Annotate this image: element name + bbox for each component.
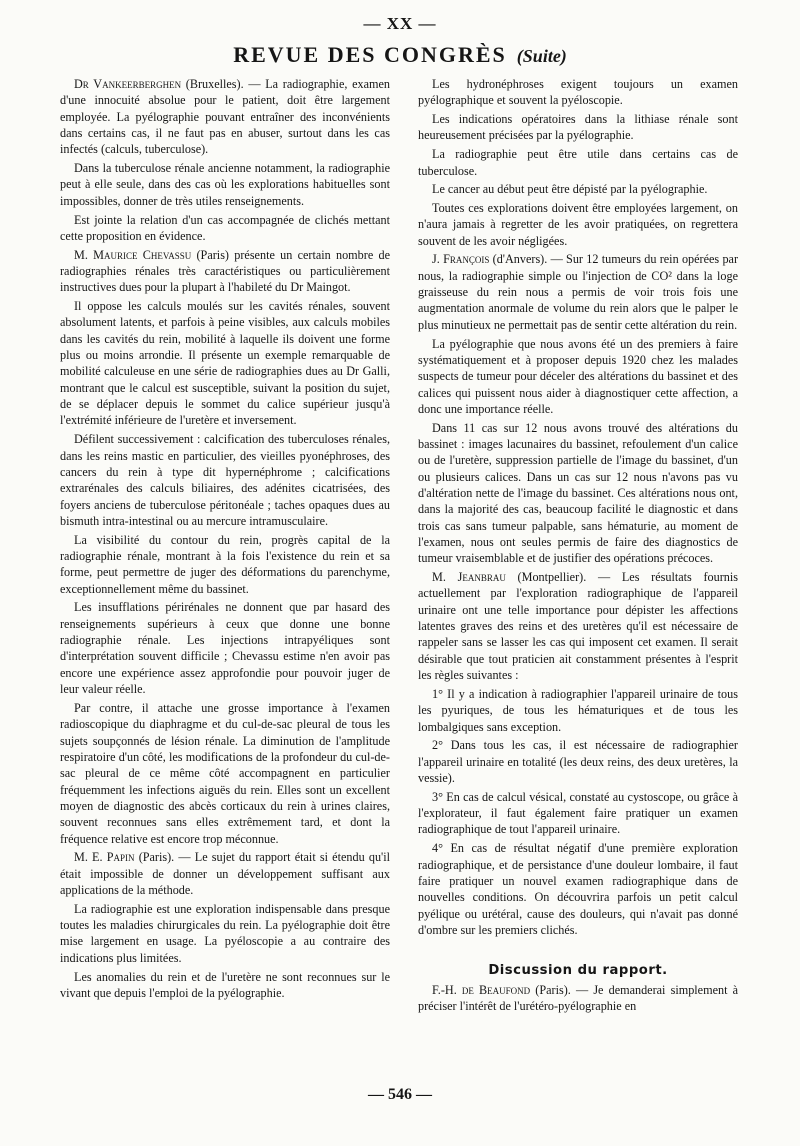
paragraph <box>418 569 738 683</box>
paragraph <box>60 247 390 296</box>
author-name: F.-H. de Beaufond <box>432 982 531 997</box>
section-heading: Discussion du rapport. <box>488 963 668 979</box>
paragraph: Les hydronéphroses exigent toujours un examen pyélographique et souvent la pyéloscopie. <box>418 77 738 108</box>
paragraph: 4° En cas de résultat négatif d'une première exploration radiographique, et de persistance d'une douleur lombaire, il faut faire pratiquer un nouvel examen radiographique dans de nouvelles conditions. On découvrira parfois un petit calcul pyélique ou urétéral, cause des douleurs, qui n'avait pas donné d'ombre sur les premiers clichés. <box>418 841 738 937</box>
paragraph: Les insufflations périrénales ne donnent que par hasard des renseignements supérieurs à ceux que donne une bonne radiographie rénale. Les injections intrapyéliques sont d'interprétation souvent difficile ; Chevassu estime n'en avoir pas encore une expérience assez approfondie pour pouvoir juger de leur valeur réelle. <box>60 600 390 697</box>
paragraph: La visibilité du contour du rein, progrès capital de la radiographie rénale, montrant à la fois l'existence du rein et sa forme, peut permettre de juger des déformations du parenchyme, exceptionnellement même du bassinet. <box>60 532 390 596</box>
page-title <box>0 42 800 68</box>
author-name: M. Jeanbrau <box>432 570 506 585</box>
page-number: — 546 — <box>368 1086 432 1103</box>
author-name: Dr Vankeerberghen <box>74 77 182 91</box>
paragraph: Il oppose les calculs moulés sur les cavités rénales, souvent absolument latents, et parfois à peine visibles, aux calculs mobiles dans les cavités du rein, mobilité à laquelle ils doivent une forme plus ou moins arrondie. Il présente un exemple remarquable de mobilité calculeuse en une série de radiographies dues au Dr Galli, montrant que le calcul est susceptible, suivant la position du sujet, de se déplacer depuis le sommet du calice supérieur jusqu'à l'extrémité inférieure de l'uretère et inversement. <box>60 299 390 428</box>
paragraph: Toutes ces explorations doivent être employées largement, on n'aura jamais à regretter de les avoir pratiquées, on regrettera souvent de les avoir négligées. <box>418 200 738 248</box>
running-page-number: — XX — <box>363 14 437 33</box>
paragraph: Dans la tuberculose rénale ancienne notamment, la radiographie peut à elle seule, dans des cas où les explorations habituelles sont impossibles, donner de très utiles renseignements. <box>60 161 390 208</box>
paragraph <box>418 982 738 1015</box>
paragraph <box>60 76 390 158</box>
paragraph-text: (d'Anvers). — Sur 12 tumeurs du rein opérées par nous, la radiographie simple ou l'injection de CO² dans la loge graisseuse du rein nous a permis de voir trois fois une augmentation anormale de volume du rein alors que le palper le plus minutieux ne permettait pas de sentir cette altération du rein. <box>418 252 738 332</box>
title-main: REVUE DES CONGRÈS <box>233 42 507 67</box>
author-name: M. Maurice Chevassu <box>74 247 192 262</box>
paragraph-text: (Paris). — Le sujet du rapport était si étendu qu'il était impossible de donner un développement suffisant aux applications de la méthode. <box>60 850 391 898</box>
paragraph <box>60 849 390 898</box>
paragraph: Le cancer au début peut être dépisté par la pyélographie. <box>432 182 708 197</box>
paragraph-text: (Montpellier). — Les résultats fournis actuellement par l'exploration radiographique de l'appareil urinaire ont une telle importance pour dépister les affections latentes graves des reins et des uretères qu'il est nécessaire de rappeler sans se lasser les cas qui imposent cet examen. Il serait désirable que tout praticien ait constamment présentes à l'esprit les règles suivantes : <box>418 570 738 683</box>
paragraph: 1° Il y a indication à radiographier l'appareil urinaire de tous les pyuriques, de tous les hématuriques et de tous les lombalgiques sans exception. <box>418 686 738 734</box>
paragraph-text: (Paris). — Je demanderai simplement à préciser l'intérêt de l'urétéro-pyélographie en <box>418 982 739 1014</box>
paragraph <box>418 251 738 333</box>
paragraph-text: (Paris) présente un certain nombre de radiographies rénales très caractéristiques ou particulièrement instructives dues pour la plupart à l'habileté du Dr Maingot. <box>60 247 390 295</box>
author-name: J. François <box>432 252 490 267</box>
paragraph: La pyélographie que nous avons été un des premiers à faire systématiquement et à proposer depuis 1920 chez les malades suspects de tumeur pour déceler des altérations du bassinet et des calices qui puissent nous aider à diagnostiquer cette affection, a donc une importance réelle. <box>418 336 738 416</box>
author-name: M. E. Papin <box>74 850 135 865</box>
paragraph: Par contre, il attache une grosse importance à l'examen radioscopique du diaphragme et du cul-de-sac pleural de tous les sujets soupçonnés de lésion rénale. La diminution de l'amplitude respiratoire d'un côté, les modifications de la profondeur du cul-de-sac pleural de ce même côté accompagnent en particulier fréquemment les infections aiguës du rein. Elles sont un excellent moyen de diagnostic des abcès corticaux du rein à urines claires, souvent reconnues sans elles extrêmement tard, et dont la fréquence relative est encore trop méconnue. <box>60 700 390 846</box>
title-suite: (Suite) <box>516 46 567 66</box>
paragraph: Est jointe la relation d'un cas accompagnée de clichés mettant cette proposition en évidence. <box>60 212 390 243</box>
paragraph: Défilent successivement : calcification des tuberculoses rénales, dans les reins mastic en particulier, des vieilles pyonéphroses, des cancers du rein à type dit hypernéphrome ; calcifications extrarénales des calculs biliaires, des adénites cicatrisées, des foyers anciens de tuberculose péritonéale ; taches opaques dues au bismuth intra-intestinal ou au mercure intramusculaire. <box>60 432 390 528</box>
paragraph: Dans 11 cas sur 12 nous avons trouvé des altérations du bassinet : images lacunaires du bassinet, refoulement d'un calice ou de l'uretère, suppression partielle de l'image du bassinet, d'un ou plusieurs calices. Dans un cas sur 12 nous n'avons pas vu d'altération nette de l'image du bassinet. Ces altérations nous ont, dans la majorité des cas, beaucoup facilité le diagnostic et dans trois cas sans tumeur palpable, sans hématurie, au moment de l'examen, nous ont seules permis de faire des diagnostics de tumeur vraisemblable et de justifier des opérations précoces. <box>418 420 738 566</box>
right-column <box>418 76 738 1017</box>
paragraph-text: (Bruxelles). — La radiographie, examen d'une innocuité absolue pour le patient, doit être largement employée. La pyélographie pouvant entraîner des inconvénients dans certains cas, il ne faut pas en abuser, surtout dans les cas infectés (calculs, tuberculose). <box>60 77 390 157</box>
paragraph: Les anomalies du rein et de l'uretère ne sont reconnues sur le vivant que depuis l'emploi de la pyélographie. <box>60 969 390 1000</box>
paragraph: La radiographie est une exploration indispensable dans presque toutes les maladies chirurgicales du rein. La pyélographie doit être mise largement en usage. La pyéloscopie a au contraire des indications plus limitées. <box>60 901 390 965</box>
paragraph: 2° Dans tous les cas, il est nécessaire de radiographier l'appareil urinaire en totalité (les deux reins, des deux uretères, la vessie). <box>418 738 738 785</box>
paragraph: 3° En cas de calcul vésical, constaté au cystoscope, ou grâce à l'explorateur, il faut également faire pratiquer un examen radiographique de tout l'appareil urinaire. <box>418 789 738 837</box>
paragraph: Les indications opératoires dans la lithiase rénale sont heureusement précisées par la pyélographie. <box>418 112 738 143</box>
paragraph: La radiographie peut être utile dans certains cas de tuberculose. <box>418 147 738 178</box>
left-column <box>60 76 390 1004</box>
